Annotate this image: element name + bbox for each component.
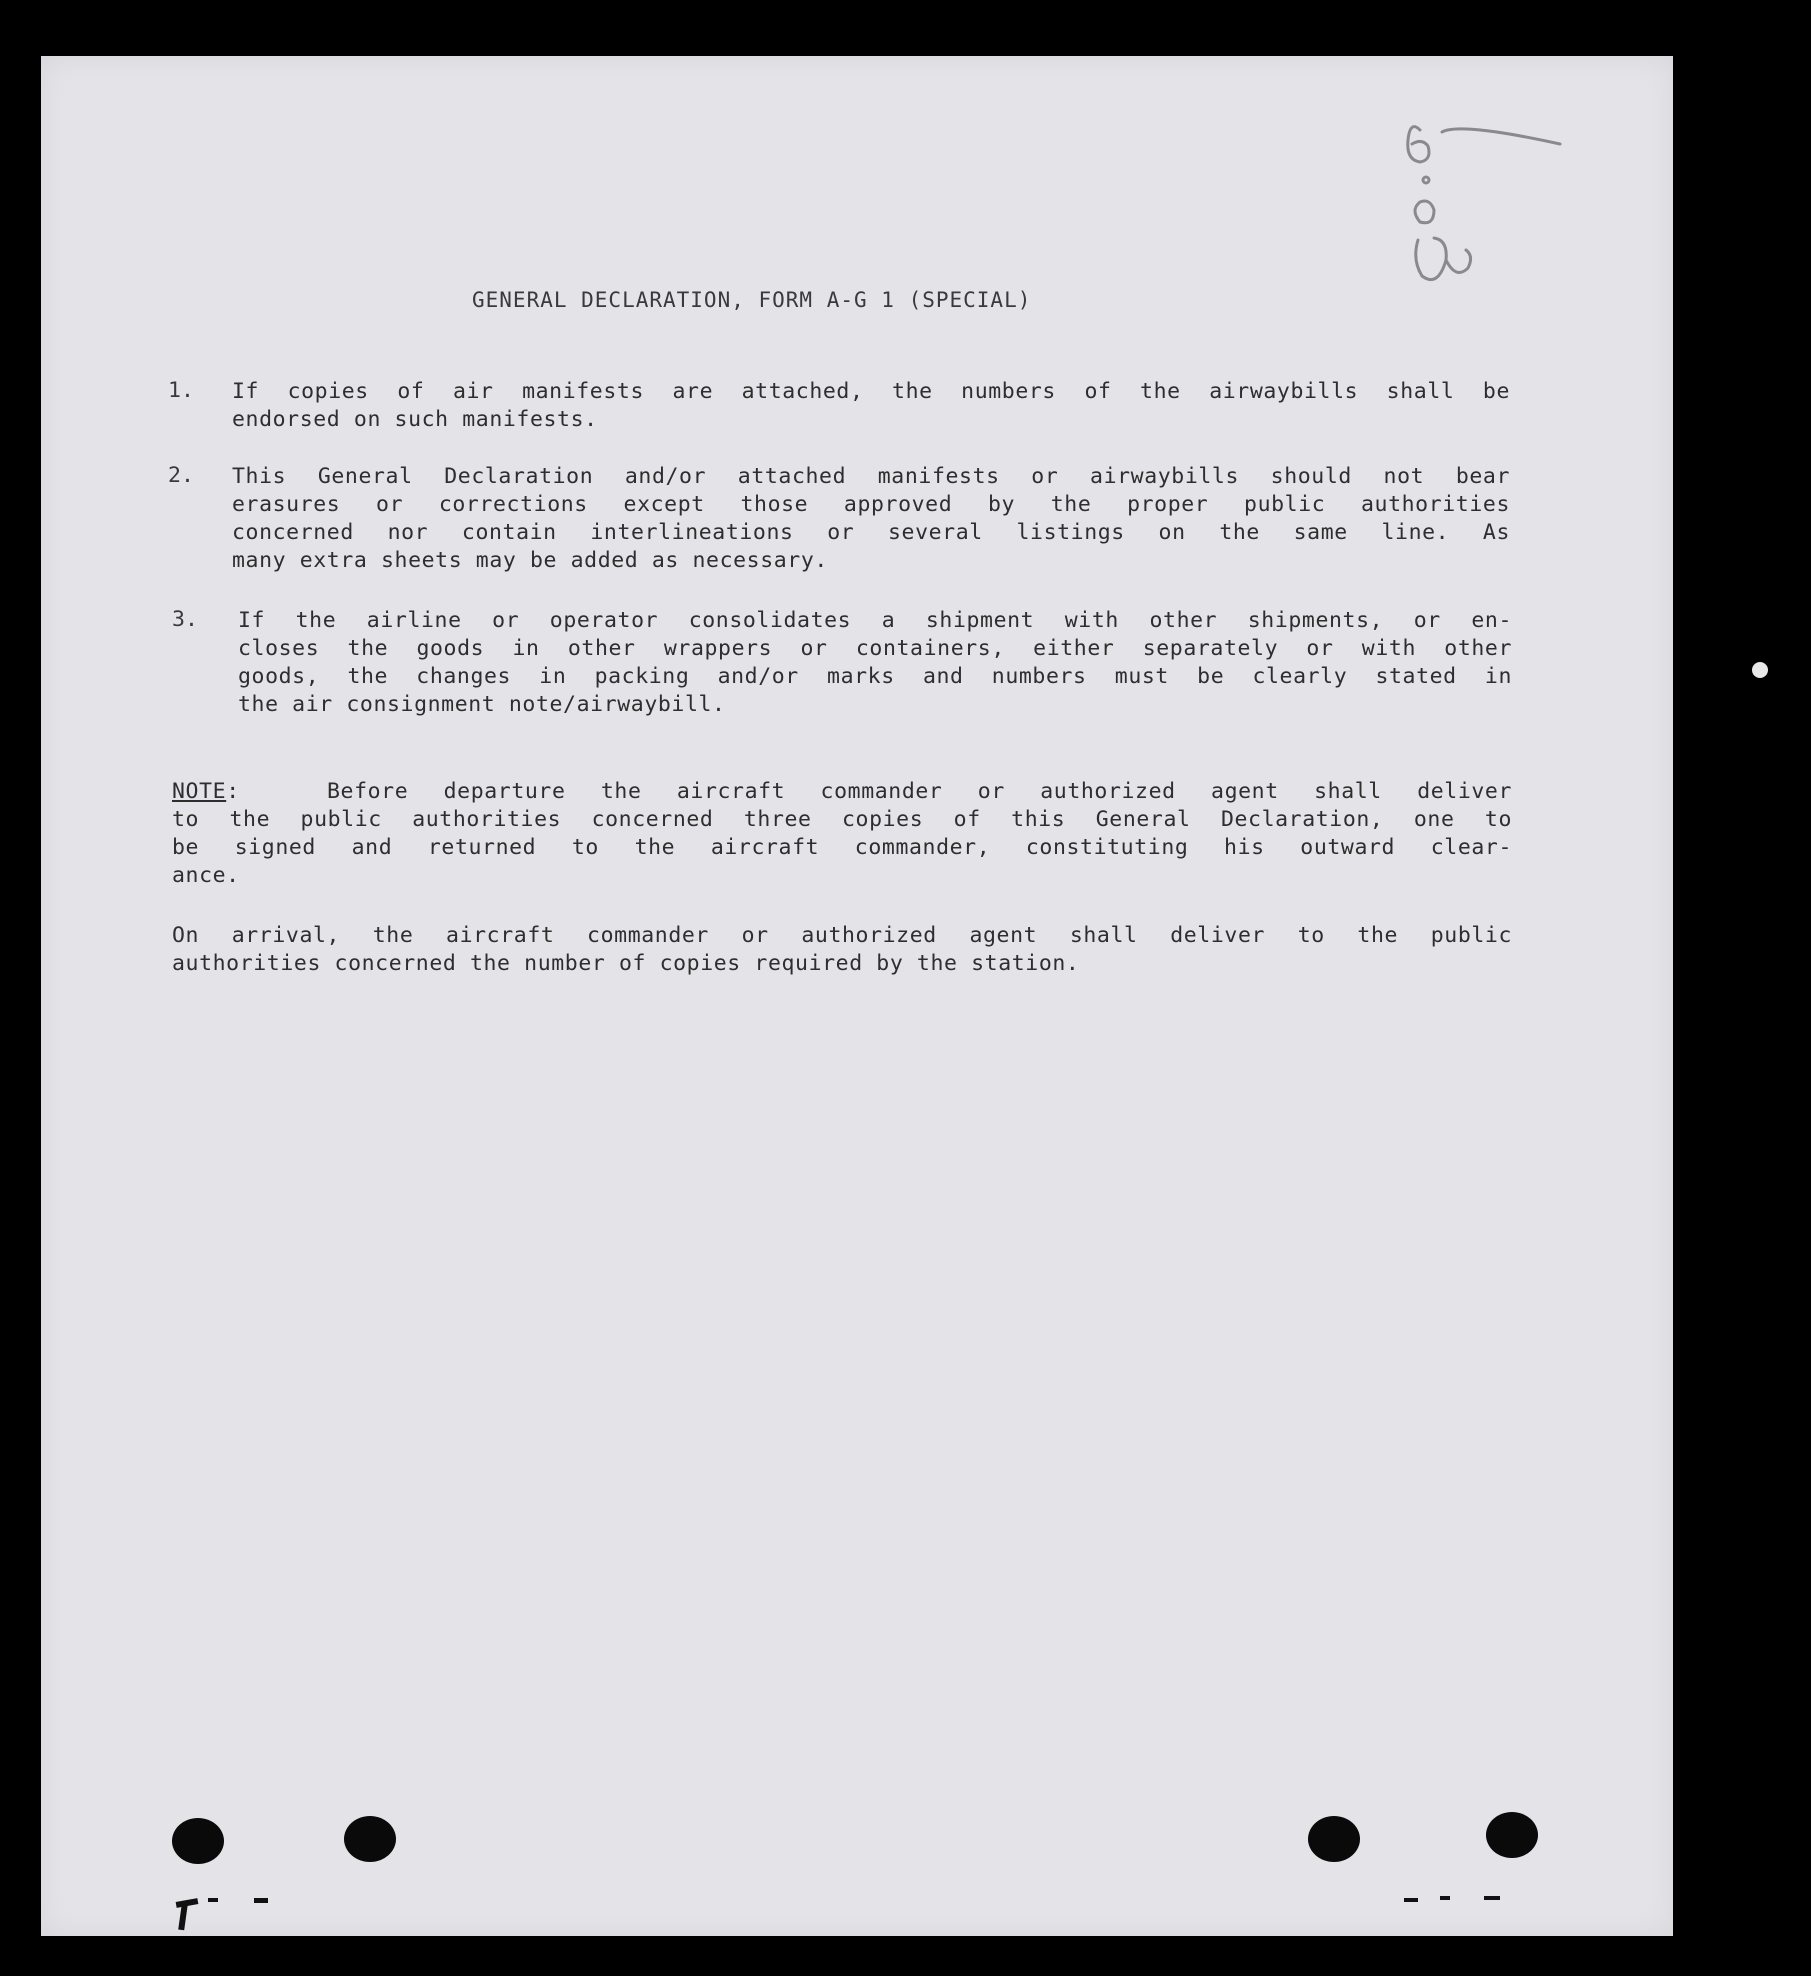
- document-title: GENERAL DECLARATION, FORM A-G 1 (SPECIAL): [472, 288, 1032, 312]
- arrival-paragraph: [172, 922, 1512, 978]
- item-2-number: 2.: [168, 463, 194, 488]
- text-line: concerned nor contain interlineations or several listings on the same line. As: [232, 520, 1510, 545]
- handwritten-annotation: [1390, 110, 1610, 310]
- text-line: goods, the changes in packing and/or marks and numbers must be clearly stated in: [238, 664, 1512, 689]
- text-line: erasures or corrections except those approved by the proper public authorities: [232, 492, 1510, 517]
- text-line: This General Declaration and/or attached manifests or airwaybills should not bear: [232, 464, 1510, 489]
- item-3-text: [238, 607, 1512, 719]
- edge-dot: [1752, 662, 1768, 678]
- item-2-text: [232, 463, 1510, 575]
- document-page: [41, 56, 1673, 1936]
- text-line: to the public authorities concerned three copies of this General Declaration, one to: [172, 807, 1512, 832]
- edge-mark: [1404, 1898, 1418, 1902]
- edge-mark: [254, 1898, 268, 1903]
- text-line: On arrival, the aircraft commander or authorized agent shall deliver to the public: [172, 923, 1512, 948]
- note-paragraph: [172, 778, 1512, 890]
- item-1-number: 1.: [168, 378, 194, 403]
- item-3-number: 3.: [172, 607, 198, 632]
- text-line: endorsed on such manifests.: [232, 407, 598, 432]
- text-line: the air consignment note/airwaybill.: [238, 692, 726, 717]
- item-1-text: [232, 378, 1510, 434]
- text-line: authorities concerned the number of copies required by the station.: [172, 951, 1080, 976]
- text-line: be signed and returned to the aircraft commander, constituting his outward clear-: [172, 835, 1512, 860]
- text-line: ance.: [172, 863, 240, 888]
- edge-mark: [208, 1898, 218, 1902]
- punch-hole: [172, 1818, 224, 1864]
- text-line: closes the goods in other wrappers or containers, either separately or with other: [238, 636, 1512, 661]
- punch-hole: [344, 1816, 396, 1862]
- note-label: NOTE: [172, 779, 227, 804]
- punch-hole: [1486, 1812, 1538, 1858]
- note-first-line: NOTE: Before departure the aircraft commander or authorized agent shall deliver: [172, 779, 1512, 804]
- text-line: If the airline or operator consolidates a shipment with other shipments, or en-: [238, 608, 1512, 633]
- text-line: many extra sheets may be added as necessary.: [232, 548, 828, 573]
- punch-hole: [1308, 1816, 1360, 1862]
- edge-mark: [1484, 1896, 1500, 1900]
- edge-mark: [1440, 1896, 1450, 1900]
- text-line: Before departure the aircraft commander or authorized agent shall deliver: [327, 779, 1512, 804]
- text-line: If copies of air manifests are attached, the numbers of the airwaybills shall be: [232, 379, 1510, 404]
